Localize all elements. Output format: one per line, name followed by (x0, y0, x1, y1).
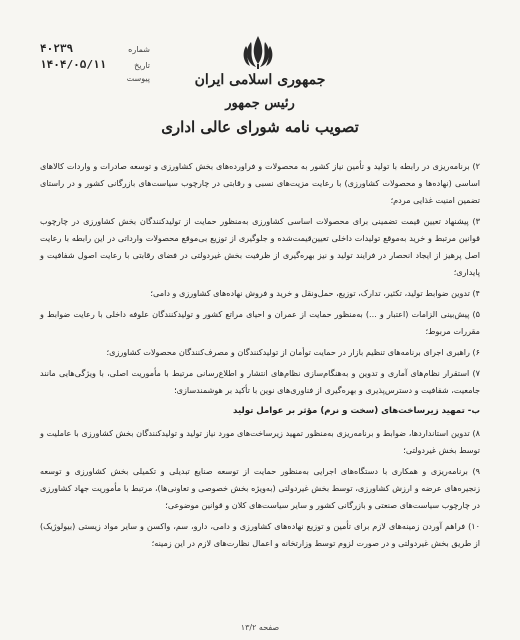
paragraph-6: ۶) راهبری اجرای برنامه‌های تنظیم بازار در حمایت توأمان از تولیدکنندگان و مصرف‌کنندگان محصولات کشاورزی؛ (106, 347, 480, 357)
letterhead-office: رئیس جمهور (225, 96, 295, 111)
iran-emblem-icon (236, 30, 280, 74)
section-title-b: ب- تمهید زیرساخت‌های (سخت و نرم) مؤثر بر عوامل تولید (233, 406, 480, 416)
paragraph-2: ۲) برنامه‌ریزی در رابطه با تولید و تأمین نیاز کشور به محصولات و فراورده‌های بخش کشاورزی و توسعه صادرات و واردات کالاهای اساسی (نهاده‌ها و محصولات کشاورزی) با رعایت مزیت‌های نسبی و رقابتی در چارچوب سیاست‌های بازرگانی کشور و در راستای تضمین امنیت غذایی مردم؛ (40, 161, 480, 205)
paragraph-9: ۹) برنامه‌ریزی و همکاری با دستگاه‌های اجرایی به‌منظور حمایت از توسعه صنایع تبدیلی و تکمیلی بخش کشاورزی و توسعه زنجیره‌های عرضه و ارزش کشاورزی، توسط بخش غیردولتی (به‌ویژه بخش خصوصی و تعاونی‌ها)، مرتبط با مأموریت جهاد کشاورزی در چارچوب سیاست‌های صنعتی و بازرگانی کشور و سایر سیاست‌های کلان و قوانین موضوعی؛ (40, 466, 480, 510)
letter-date: ۱۴۰۴/۰۵/۱۱ (40, 58, 107, 71)
document-title: تصویب نامه شورای عالی اداری (161, 118, 359, 136)
letter-number-row (40, 42, 150, 58)
letterhead-country: جمهوری اسلامی ایران (194, 72, 326, 88)
paragraph-4: ۴) تدوین ضوابط تولید، تکثیر، تدارک، توزیع، حمل‌ونقل و خرید و فروش نهاده‌های کشاورزی و دامی؛ (150, 288, 480, 298)
paragraph-3: ۳) پیشنهاد تعیین قیمت تضمینی برای محصولات اساسی کشاورزی به‌منظور حمایت از تولیدکنندگان بخش کشاورزی در چارچوب قوانین مرتبط و خرید به‌موقع تولیدات داخلی تعیین‌قیمت‌شده و جلوگیری از توزیع بی‌موقع محصولات وارداتی در این رابطه با رعایت اصل پرهیز از ایجاد انحصار در فرایند تولید و نیز بهره‌گیری از ظرفیت بخش غیردولتی در فضای رقابتی با رعایت اصول شفافیت و پایداری؛ (40, 216, 480, 277)
document-body (40, 158, 480, 556)
page-number: صفحه ۱۳/۲ (240, 623, 280, 632)
paragraph-8: ۸) تدوین استانداردها، ضوابط و برنامه‌ریزی به‌منظور تمهید زیرساخت‌های مورد نیاز تولید و تولیدکنندگان بخش کشاورزی با عاملیت و توسط بخش غیردولتی؛ (40, 428, 480, 455)
paragraph-7: ۷) استقرار نظام‌های آماری و تدوین و به‌هنگام‌سازی نظام‌های انتشار و اطلاع‌رسانی مرتبط با مأموریت اصلی، با ویژگی‌هایی مانند جامعیت، شفافیت و دسترس‌پذیری و بهره‌گیری از فناوری‌های نوین با تأکید بر هوشمندسازی؛ (40, 368, 480, 395)
paragraph-10: ۱۰) فراهم آوردن زمینه‌های لازم برای تأمین و توزیع نهاده‌های کشاورزی و دامی، دارو، سم، واکسن و سایر مواد زیستی (بیولوژیک) از طریق بخش غیردولتی و در صورت لزوم توسط وزارتخانه و اعمال نظارت‌های لازم در این زمینه؛ (40, 521, 480, 548)
paragraph-5: ۵) پیش‌بینی الزامات (اعتبار و ...) به‌منظور حمایت از عمران و احیای مراتع کشور و تولیدکنندگان علوفه داخلی با رعایت ضوابط و مقررات مربوط؛ (40, 309, 480, 336)
letter-date-label: تاریخ (134, 61, 150, 70)
letter-number: ۴۰۲۳۹ (40, 42, 74, 55)
letter-number-label: شماره (128, 45, 150, 54)
letter-attachment-label: پیوست (126, 74, 150, 83)
